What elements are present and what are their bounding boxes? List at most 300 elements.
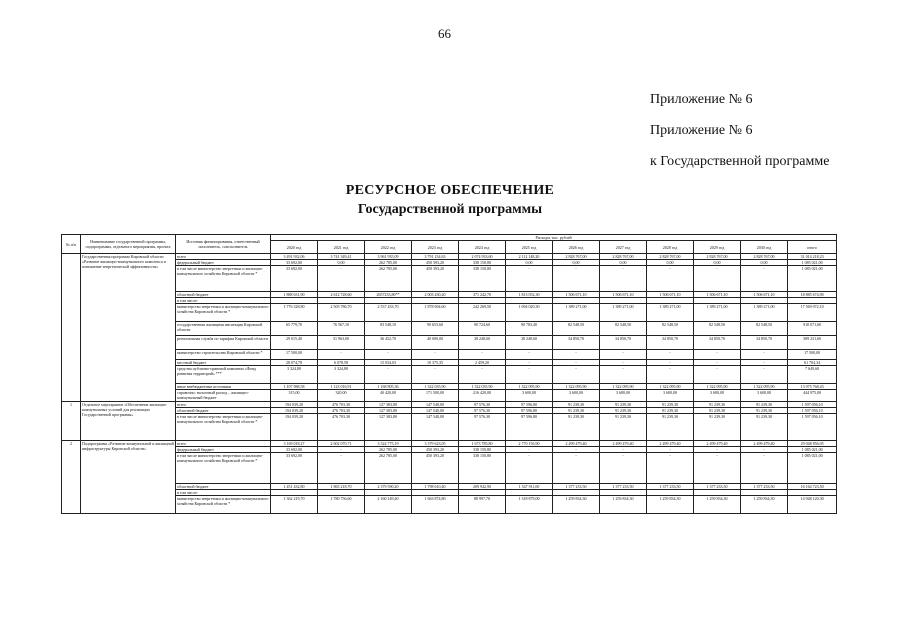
funding-source: средства публично-правовой компании «Фонд развития территорий» *** — [176, 366, 271, 384]
funding-source: в том числе: — [176, 298, 271, 304]
expense-value: 1 813 052,30 — [506, 292, 553, 298]
expense-value: 31 963,00 — [318, 336, 365, 350]
expense-value: 1 506 671,10 — [553, 292, 600, 298]
expense-value: - — [553, 266, 600, 292]
expense-value: 1 663 874,80 — [412, 496, 459, 514]
expense-value: 338 150,80 — [459, 266, 506, 292]
expense-value: 3 379 623,05 — [412, 441, 459, 447]
expense-value: 1 322 095,90 — [600, 384, 647, 390]
header-year: 2022 год — [365, 241, 412, 254]
expense-value: 91 239,30 — [694, 402, 741, 408]
expense-value: 1 878 694,60 — [412, 304, 459, 322]
expense-value: 1 362 219,70 — [271, 496, 318, 514]
expense-value: 1 888 631,90 — [271, 292, 318, 298]
program-name: Отдельное мероприятие «Обеспечение жилищно-коммунальных условий для реализации Государственной программы» — [81, 402, 176, 441]
funding-source: областной бюджет — [176, 408, 271, 414]
expense-value: - — [506, 366, 553, 384]
expense-value: 15 034,03 — [365, 360, 412, 366]
funding-source: всего — [176, 402, 271, 408]
expense-value: 1 597 056,10 — [788, 402, 837, 408]
expense-value: 147 540,00 — [412, 408, 459, 414]
expense-value: 2 505 786,70 — [318, 304, 365, 322]
expense-value: 2 459,20 — [459, 360, 506, 366]
table-row — [62, 414, 837, 441]
expense-value: 1 107 988,58 — [271, 384, 318, 390]
table-row — [62, 350, 837, 360]
expense-value: 91 239,30 — [741, 408, 788, 414]
expense-value: 1 597 056,10 — [788, 408, 837, 414]
funding-source: областной бюджет — [176, 484, 271, 490]
expense-value: 34 850,70 — [741, 336, 788, 350]
expense-value: 91 239,30 — [647, 408, 694, 414]
expense-value: 91 239,30 — [694, 414, 741, 441]
expense-value: 10 375,35 — [412, 360, 459, 366]
expense-value: 1 259 834,30 — [741, 496, 788, 514]
expense-value: - — [647, 447, 694, 453]
expense-value: 3 600,00 — [741, 390, 788, 402]
expense-value: - — [506, 453, 553, 484]
expense-value: - — [600, 447, 647, 453]
expense-value: - — [506, 360, 553, 366]
expense-value: 91 239,30 — [600, 402, 647, 408]
expense-value: - — [647, 366, 694, 384]
expense-value: 0,00 — [647, 260, 694, 266]
document-title: РЕСУРСНОЕ ОБЕСПЕЧЕНИЕ — [345, 183, 555, 198]
expense-value: 40 420,00 — [365, 390, 412, 402]
expense-value: 1 377 233,50 — [741, 484, 788, 490]
expense-value: 38 248,60 — [506, 336, 553, 350]
expense-value: - — [318, 350, 365, 360]
expense-value: 338 150,80 — [459, 453, 506, 484]
expense-value: 1 694 020,30 — [506, 304, 553, 322]
header-year: 2023 год — [412, 241, 459, 254]
page-number: 66 — [438, 26, 451, 41]
appendix-line-3: к Государственной программе — [650, 154, 830, 169]
expense-value: 1 322 035,90 — [412, 384, 459, 390]
expense-value: 91 239,30 — [647, 402, 694, 408]
expense-value: 2 537 433,70 — [365, 304, 412, 322]
expense-value: 450 393,20 — [412, 266, 459, 292]
expense-value: 3 324,80 — [271, 366, 318, 384]
expense-value: 1 780 756,60 — [318, 496, 365, 514]
expense-value: 147 540,00 — [412, 414, 459, 441]
expense-value: 34 850,70 — [553, 336, 600, 350]
expense-value: 1 389 271,00 — [600, 304, 647, 322]
expense-value: 29 015,40 — [271, 336, 318, 350]
expense-value: 0,00 — [506, 260, 553, 266]
expense-value: 3 600,00 — [553, 390, 600, 402]
expense-value: - — [318, 447, 365, 453]
expense-value: 1 377 233,50 — [600, 484, 647, 490]
expense-value: - — [741, 360, 788, 366]
expense-value: - — [459, 350, 506, 360]
expense-value: 127 383,80 — [365, 402, 412, 408]
header-year: 2025 год — [506, 241, 553, 254]
header-year: 2027 год — [600, 241, 647, 254]
expense-value: 147 540,00 — [412, 402, 459, 408]
expense-value: - — [741, 266, 788, 292]
funding-source: всего — [176, 441, 271, 447]
expense-value: 127 383,80 — [365, 408, 412, 414]
header-year: 2020 год — [271, 241, 318, 254]
expense-value: 1 377 233,50 — [647, 484, 694, 490]
expense-value: 1 506 671,10 — [741, 292, 788, 298]
expense-value: 97 576,30 — [459, 402, 506, 408]
expense-value: 0,00 — [553, 260, 600, 266]
expense-value: 262 785,00 — [365, 453, 412, 484]
expense-value: 2657233,80** — [365, 292, 412, 298]
expense-value: - — [506, 447, 553, 453]
expense-value: 320,00 — [318, 390, 365, 402]
table-row — [62, 390, 837, 402]
expense-value: 97 596,80 — [506, 414, 553, 441]
expense-value: 194 039,20 — [271, 402, 318, 408]
expense-value: 82 548,50 — [553, 322, 600, 336]
expense-value: 242 269,50 — [459, 304, 506, 322]
header-year: итого — [788, 241, 837, 254]
expense-value: 17 569 072,10 — [788, 304, 837, 322]
expense-value: - — [318, 453, 365, 484]
expense-value: 1 322 095,90 — [647, 384, 694, 390]
expense-value: 76 567,10 — [318, 322, 365, 336]
row-number: 2 — [62, 441, 81, 514]
expense-value: 2 160 149,40 — [365, 496, 412, 514]
expense-value: 3 961 935,09 — [365, 254, 412, 260]
expense-value: 33 692,00 — [271, 453, 318, 484]
expense-value: 3 491 932,06 — [271, 254, 318, 260]
expense-value: 3 324,80 — [318, 366, 365, 384]
expense-value: 1 168 805,36 — [365, 384, 412, 390]
table-row — [62, 336, 837, 350]
expense-value: 1 322 095,90 — [553, 384, 600, 390]
expense-value: 371 242,70 — [459, 292, 506, 298]
resource-table — [61, 234, 837, 514]
expense-value: - — [318, 266, 365, 292]
expense-value: 90 653,60 — [412, 322, 459, 336]
expense-value: - — [741, 366, 788, 384]
expense-value: 17 500,00 — [271, 350, 318, 360]
expense-value: - — [412, 366, 459, 384]
expense-value: 315,00 — [271, 390, 318, 402]
expense-value: 91 239,30 — [553, 402, 600, 408]
expense-value: - — [741, 447, 788, 453]
funding-source: министерство энергетики и жилищно-коммунального хозяйства Кировской области * — [176, 304, 271, 322]
expense-value: 1 597 056,10 — [788, 414, 837, 441]
funding-source: в том числе министерство энергетики и жилищно-коммунального хозяйства Кировской области * — [176, 266, 271, 292]
expense-value: 36 452,70 — [365, 336, 412, 350]
expense-value: 1 322 095,90 — [506, 384, 553, 390]
expense-value: 3 600,00 — [506, 390, 553, 402]
expense-value: 216 420,00 — [459, 390, 506, 402]
expense-value: 476 703,30 — [318, 402, 365, 408]
expense-value: 2 499 479,40 — [694, 441, 741, 447]
expense-value: 450 393,20 — [412, 453, 459, 484]
expense-value: 389 231,60 — [788, 336, 837, 350]
expense-value: - — [365, 366, 412, 384]
funding-source: иные внебюджетные источники — [176, 384, 271, 390]
expense-value: 1 377 233,50 — [553, 484, 600, 490]
expense-value: 1 322 035,90 — [459, 384, 506, 390]
expense-value: 476 703,30 — [318, 408, 365, 414]
expense-value: 1 798 610,40 — [412, 484, 459, 490]
expense-value: 33 692,00 — [271, 266, 318, 292]
funding-source: региональная служба по тарифам Кировской области — [176, 336, 271, 350]
expense-value: 2 112 148,20 — [506, 254, 553, 260]
expense-value: 6 078,58 — [318, 360, 365, 366]
expense-value: 338 150,80 — [459, 447, 506, 453]
expense-value: 3 791 234,63 — [412, 254, 459, 260]
table-row — [62, 322, 837, 336]
expense-value: 91 239,30 — [694, 408, 741, 414]
expense-value: 90 783,40 — [506, 322, 553, 336]
expense-value: 1 322 095,90 — [741, 384, 788, 390]
expense-value: 1 506 671,10 — [694, 292, 741, 298]
expense-value: - — [647, 453, 694, 484]
expense-value: 1 322 095,90 — [694, 384, 741, 390]
expense-value: 33 692,00 — [271, 260, 318, 266]
expense-value: 1 259 834,30 — [553, 496, 600, 514]
table-row — [62, 366, 837, 384]
expense-value: 2 770 156,90 — [506, 441, 553, 447]
expense-value: - — [694, 266, 741, 292]
expense-value: 34 850,70 — [694, 336, 741, 350]
expense-value: 2 828 767,00 — [694, 254, 741, 260]
header-year: 2029 год — [694, 241, 741, 254]
expense-value: - — [694, 360, 741, 366]
funding-source: местный бюджет — [176, 360, 271, 366]
expense-value: 40 000,00 — [412, 336, 459, 350]
expense-value: - — [600, 350, 647, 360]
expense-value: - — [647, 350, 694, 360]
funding-source: всего — [176, 254, 271, 260]
header-program-name: Наименование государственной программы, подпрограммы, отдельного мероприятия, проекта — [81, 235, 176, 254]
expense-value: - — [741, 350, 788, 360]
expense-value: 450 393,20 — [412, 447, 459, 453]
expense-value: 1 506 671,10 — [600, 292, 647, 298]
expense-value: 1 389 271,00 — [741, 304, 788, 322]
expense-value: 194 039,20 — [271, 414, 318, 441]
program-name: Подпрограмма «Развитие коммунальной и жилищной инфраструктуры Кировской области» — [81, 441, 176, 514]
expense-value: 91 239,30 — [553, 408, 600, 414]
expense-value: 0,00 — [741, 260, 788, 266]
expense-value: 33 692,00 — [271, 447, 318, 453]
expense-value: 88 997,70 — [459, 496, 506, 514]
expense-value: - — [412, 350, 459, 360]
expense-value: 13 975 768,43 — [788, 384, 837, 390]
expense-value: 29 048 856,05 — [788, 441, 837, 447]
expense-value: 91 239,30 — [600, 414, 647, 441]
header-year: 2030 год — [741, 241, 788, 254]
expense-value: 82 548,50 — [694, 322, 741, 336]
header-year: 2021 год — [318, 241, 365, 254]
expense-value: 34 850,70 — [647, 336, 694, 350]
expense-value: - — [600, 360, 647, 366]
expense-value: 2 828 767,00 — [600, 254, 647, 260]
expense-value: 2 074 933,60 — [459, 254, 506, 260]
expense-value: 262 785,00 — [365, 266, 412, 292]
expense-value: 1 389 271,00 — [647, 304, 694, 322]
expense-value: - — [553, 360, 600, 366]
expense-value: 0,00 — [318, 260, 365, 266]
expense-value: 18 885 674,90 — [788, 292, 837, 298]
expense-value: 262 785,00 — [365, 260, 412, 266]
expense-value: 91 239,30 — [741, 414, 788, 441]
expense-value: 1 318 879,00 — [506, 496, 553, 514]
expense-value: 194 039,20 — [271, 408, 318, 414]
document-subtitle: Государственной программы — [357, 202, 543, 217]
table-row — [62, 453, 837, 484]
funding-source: в том числе: — [176, 490, 271, 496]
expense-value: 2 602 070,71 — [318, 441, 365, 447]
expense-value: 90 724,60 — [459, 322, 506, 336]
funding-source: государственная жилищная инспекция Кировской области — [176, 322, 271, 336]
expense-value: 91 239,30 — [553, 414, 600, 441]
expense-value: - — [694, 447, 741, 453]
appendix-line-2: Приложение № 6 — [650, 123, 753, 138]
expense-value: 3 324 775,19 — [365, 441, 412, 447]
header-funding-source: Источник финансирования, ответственный исполнитель, соисполнитель — [176, 235, 271, 254]
expense-value: 82 548,50 — [647, 322, 694, 336]
expense-value: 65 779,70 — [271, 322, 318, 336]
funding-source: в том числе министерство энергетики и жилищно-коммунального хозяйства Кировской области * — [176, 414, 271, 441]
expense-value: 97 596,80 — [506, 402, 553, 408]
program-name: Государственная программа Кировской области «Развитие жилищно-коммунального комплекса и повышение энергетической эффективности» — [81, 254, 176, 402]
funding-source: министерство строительства Кировской области * — [176, 350, 271, 360]
expense-value: 3 600,00 — [600, 390, 647, 402]
expense-value: 1 451 432,80 — [271, 484, 318, 490]
expense-value: 34 850,70 — [600, 336, 647, 350]
expense-value: - — [694, 453, 741, 484]
expense-value: 2 499 479,40 — [741, 441, 788, 447]
expense-value: 1 085 021,00 — [788, 453, 837, 484]
expense-value: - — [694, 366, 741, 384]
expense-value: - — [459, 366, 506, 384]
funding-source: в том числе министерство энергетики и жилищно-коммунального хозяйства Кировской области * — [176, 453, 271, 484]
expense-value: 97 576,30 — [459, 414, 506, 441]
expense-value: - — [647, 266, 694, 292]
expense-value: - — [506, 266, 553, 292]
funding-source: федеральный бюджет — [176, 260, 271, 266]
expense-value: 910 071,60 — [788, 322, 837, 336]
expense-value: 1 085 021,00 — [788, 447, 837, 453]
appendix-line-1: Приложение № 6 — [650, 92, 753, 107]
expense-value: 61 704,34 — [788, 360, 837, 366]
funding-source: областной бюджет — [176, 292, 271, 298]
expense-value: 17 500,00 — [788, 350, 837, 360]
expense-value: 1 547 911,00 — [506, 484, 553, 490]
funding-source: справочно: налоговый расход – жилищно-коммунальный бюджет — [176, 390, 271, 402]
expense-value: - — [694, 350, 741, 360]
expense-value: 127 383,80 — [365, 414, 412, 441]
expense-value: - — [506, 350, 553, 360]
expense-value: 91 239,30 — [600, 408, 647, 414]
expense-value: 1 673 785,80 — [459, 441, 506, 447]
expense-value: 2 499 479,40 — [553, 441, 600, 447]
expense-value: 1 506 671,10 — [647, 292, 694, 298]
expense-value: 2 379 590,20 — [365, 484, 412, 490]
expense-value: - — [553, 350, 600, 360]
expense-value: - — [553, 366, 600, 384]
row-number — [62, 254, 81, 402]
expense-value: 476 703,30 — [318, 414, 365, 441]
header-year: 2024 год — [459, 241, 506, 254]
expense-value: 38 248,60 — [459, 336, 506, 350]
expense-value: 1 776 328,80 — [271, 304, 318, 322]
expense-value: 1 389 271,00 — [553, 304, 600, 322]
expense-value: 91 239,30 — [741, 402, 788, 408]
expense-value: 83 548,10 — [365, 322, 412, 336]
expense-value: - — [600, 366, 647, 384]
expense-value: 1 389 271,00 — [694, 304, 741, 322]
expense-value: 1 085 021,00 — [788, 260, 837, 266]
table-body — [62, 254, 837, 514]
expense-value: 16 164 723,50 — [788, 484, 837, 490]
expense-value: 1 259 834,30 — [600, 496, 647, 514]
table-row — [62, 304, 837, 322]
expense-value: 2 828 767,00 — [647, 254, 694, 260]
expense-value: 1 865 218,70 — [318, 484, 365, 490]
expense-value: 82 548,50 — [741, 322, 788, 336]
expense-value: 2 612 728,60 — [318, 292, 365, 298]
expense-value: 2 828 767,00 — [741, 254, 788, 260]
expense-value: 1 123 016,91 — [318, 384, 365, 390]
funding-source: министерство энергетики и жилищно-коммунального хозяйства Кировской области * — [176, 496, 271, 514]
expense-value: 209 942,90 — [459, 484, 506, 490]
expense-value: - — [600, 266, 647, 292]
expense-value: - — [553, 447, 600, 453]
expense-value: 1 259 834,30 — [647, 496, 694, 514]
expense-value: 3 600,00 — [694, 390, 741, 402]
expense-value: 97 596,80 — [506, 408, 553, 414]
header-year: 2026 год — [553, 241, 600, 254]
funding-source: федеральный бюджет — [176, 447, 271, 453]
expense-value: 3 741 349,41 — [318, 254, 365, 260]
header-year: 2028 год — [647, 241, 694, 254]
expense-value: 171 500,00 — [412, 390, 459, 402]
expense-value: 28 074,78 — [271, 360, 318, 366]
expense-value: 3 600,00 — [647, 390, 694, 402]
expense-value: - — [553, 453, 600, 484]
row-number: 1 — [62, 402, 81, 441]
expense-value: 3 169 018,27 — [271, 441, 318, 447]
expense-value: 1 085 021,00 — [788, 266, 837, 292]
table-row — [62, 496, 837, 514]
expense-value: 0,00 — [600, 260, 647, 266]
expense-value: 31 014 218,23 — [788, 254, 837, 260]
expense-value: 82 548,50 — [600, 322, 647, 336]
expense-value: 1 259 834,30 — [694, 496, 741, 514]
expense-value: 2 828 767,00 — [553, 254, 600, 260]
expense-value: - — [365, 350, 412, 360]
header-number: № п/п — [62, 235, 81, 254]
expense-value: 450 393,20 — [412, 260, 459, 266]
header-expenses: Расходы, тыс. рублей — [271, 235, 837, 241]
expense-value: 338 150,80 — [459, 260, 506, 266]
expense-value: - — [647, 360, 694, 366]
expense-value: 14 948 120,30 — [788, 496, 837, 514]
expense-value: 91 239,30 — [647, 414, 694, 441]
expense-value: 262 785,00 — [365, 447, 412, 453]
expense-value: 444 975,00 — [788, 390, 837, 402]
expense-value: 97 576,30 — [459, 408, 506, 414]
expense-value: 7 649,60 — [788, 366, 837, 384]
expense-value: - — [741, 453, 788, 484]
table-row — [62, 266, 837, 292]
expense-value: 0,00 — [694, 260, 741, 266]
expense-value: 2 499 479,40 — [600, 441, 647, 447]
expense-value: 1 377 233,50 — [694, 484, 741, 490]
expense-value: - — [600, 453, 647, 484]
